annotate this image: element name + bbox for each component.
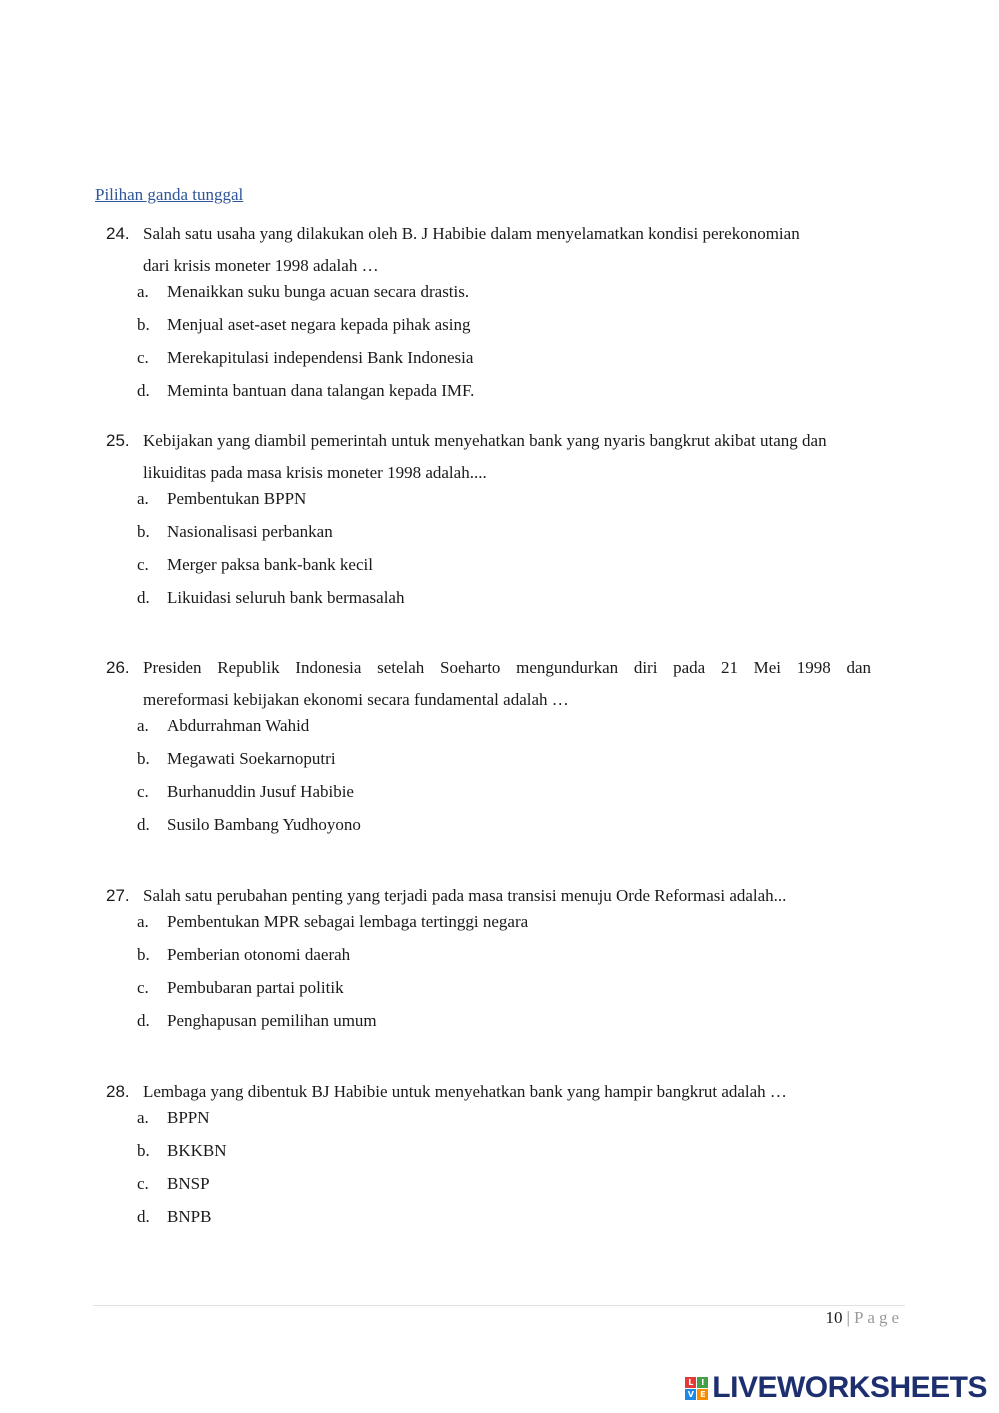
option-text: Burhanuddin Jusuf Habibie xyxy=(167,782,354,801)
option-text: Penghapusan pemilihan umum xyxy=(167,1011,377,1030)
option-letter: a. xyxy=(137,716,149,735)
page-footer xyxy=(826,1308,903,1328)
option-letter: a. xyxy=(137,912,149,931)
question-line: dari krisis moneter 1998 adalah … xyxy=(143,256,379,275)
option-text: Likuidasi seluruh bank bermasalah xyxy=(167,588,405,607)
option-letter: c. xyxy=(137,978,149,997)
option-text: Pemberian otonomi daerah xyxy=(167,945,351,964)
footer-separator: | xyxy=(846,1308,850,1327)
option-letter: a. xyxy=(137,489,149,508)
option-letter: c. xyxy=(137,348,149,367)
logo-mark-icon xyxy=(685,1377,708,1400)
option-letter: b. xyxy=(137,945,150,964)
logo-tile: E xyxy=(697,1389,708,1400)
option-text: Pembubaran partai politik xyxy=(167,978,344,997)
option-text: Meminta bantuan dana talangan kepada IMF. xyxy=(167,381,475,400)
logo-tile: V xyxy=(685,1389,696,1400)
option-letter: b. xyxy=(137,749,150,768)
option-text: Nasionalisasi perbankan xyxy=(167,522,333,541)
logo-text: LIVEWORKSHEETS xyxy=(712,1371,987,1404)
option-text: Megawati Soekarnoputri xyxy=(167,749,336,768)
logo-tile: I xyxy=(697,1377,708,1388)
option-text: Merger paksa bank-bank kecil xyxy=(167,555,373,574)
option-letter: d. xyxy=(137,815,150,834)
option-letter: d. xyxy=(137,1207,150,1226)
option-text: Susilo Bambang Yudhoyono xyxy=(167,815,361,834)
question-number: 24. xyxy=(106,224,130,243)
option-text: BNSP xyxy=(167,1174,210,1193)
question-line: Salah satu usaha yang dilakukan oleh B. J Habibie dalam menyelamatkan kondisi perekonomian xyxy=(143,224,800,243)
logo-tile: L xyxy=(685,1377,696,1388)
option-letter: b. xyxy=(137,522,150,541)
page-number: 10 xyxy=(825,1308,843,1327)
option-text: Menaikkan suku bunga acuan secara drastis. xyxy=(167,282,470,301)
option-text: Pembentukan MPR sebagai lembaga tertinggi negara xyxy=(167,912,529,931)
question-text xyxy=(143,652,871,716)
option-text: BPPN xyxy=(167,1108,210,1127)
question-number: 26. xyxy=(106,658,130,677)
option-letter: d. xyxy=(137,381,150,400)
option-letter: b. xyxy=(137,315,150,334)
question-text xyxy=(143,880,871,912)
option-letter: d. xyxy=(137,1011,150,1030)
question-number: 27. xyxy=(106,886,130,905)
option-letter: c. xyxy=(137,782,149,801)
option-letter: c. xyxy=(137,1174,149,1193)
question-line: Kebijakan yang diambil pemerintah untuk menyehatkan bank yang nyaris bangkrut akibat utang dan xyxy=(143,431,827,450)
question-line: likuiditas pada masa krisis moneter 1998 adalah.... xyxy=(143,463,487,482)
option-letter: d. xyxy=(137,588,150,607)
question-number: 28. xyxy=(106,1082,130,1101)
question-text xyxy=(143,1076,871,1108)
liveworksheets-logo[interactable] xyxy=(685,1370,987,1406)
section-title: Pilihan ganda tunggal xyxy=(95,185,244,204)
question-line: Salah satu perubahan penting yang terjadi pada masa transisi menuju Orde Reformasi adalah... xyxy=(143,886,787,905)
question-text xyxy=(143,218,871,282)
option-letter: a. xyxy=(137,282,149,301)
question-line: mereformasi kebijakan ekonomi secara fundamental adalah … xyxy=(143,690,569,709)
option-text: BKKBN xyxy=(167,1141,227,1160)
option-letter: b. xyxy=(137,1141,150,1160)
option-text: Pembentukan BPPN xyxy=(167,489,307,508)
question-number: 25. xyxy=(106,431,130,450)
option-letter: c. xyxy=(137,555,149,574)
question-text xyxy=(143,425,888,489)
page-label: Page xyxy=(853,1308,903,1327)
question-line: Presiden Republik Indonesia setelah Soeharto mengundurkan diri pada 21 Mei 1998 dan xyxy=(143,658,871,677)
footer-divider xyxy=(93,1305,905,1306)
option-text: BNPB xyxy=(167,1207,212,1226)
question-line: Lembaga yang dibentuk BJ Habibie untuk menyehatkan bank yang hampir bangkrut adalah … xyxy=(143,1082,787,1101)
option-text: Abdurrahman Wahid xyxy=(167,716,310,735)
option-letter: a. xyxy=(137,1108,149,1127)
option-text: Merekapitulasi independensi Bank Indonesia xyxy=(167,348,474,367)
option-text: Menjual aset-aset negara kepada pihak asing xyxy=(167,315,471,334)
